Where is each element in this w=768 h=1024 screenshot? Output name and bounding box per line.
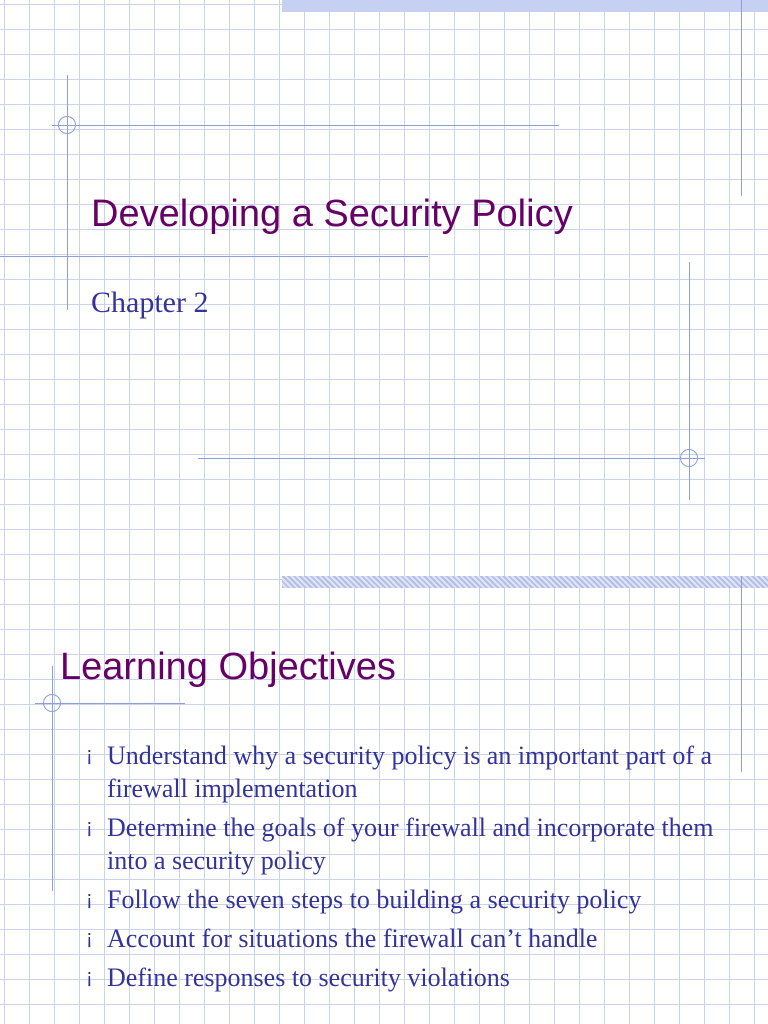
bullet-text: Define responses to security violations [107, 963, 510, 992]
decor-line [67, 75, 68, 310]
decor-circle [58, 116, 76, 134]
decor-circle [43, 694, 61, 712]
slide-title: Developing a Security Policy [91, 193, 573, 235]
bullet-icon: ¡ [86, 744, 93, 766]
bullet-icon: ¡ [86, 966, 93, 988]
bullet-icon: ¡ [86, 927, 93, 949]
decor-circle [680, 449, 698, 467]
objectives-list [86, 739, 726, 1000]
slide-title: Learning Objectives [60, 646, 396, 688]
bullet-text: Understand why a security policy is an important part of a firewall implementation [107, 741, 713, 803]
list-item [86, 922, 726, 955]
bullet-icon: ¡ [86, 816, 93, 838]
bullet-text: Account for situations the firewall can’t handle [107, 924, 598, 953]
top-decor-band [282, 576, 768, 588]
decor-line [741, 0, 742, 196]
bullet-icon: ¡ [86, 888, 93, 910]
decor-line [0, 256, 428, 257]
list-item [86, 811, 726, 877]
list-item [86, 883, 726, 916]
top-decor-band [282, 0, 768, 12]
slide-subtitle: Chapter 2 [91, 286, 209, 319]
decor-line [198, 458, 705, 459]
decor-line [741, 576, 742, 772]
bullet-text: Determine the goals of your firewall and incorporate them into a security policy [107, 813, 714, 875]
list-item [86, 961, 726, 994]
list-item [86, 739, 726, 805]
bullet-text: Follow the seven steps to building a security policy [107, 885, 642, 914]
decor-line [52, 125, 559, 126]
